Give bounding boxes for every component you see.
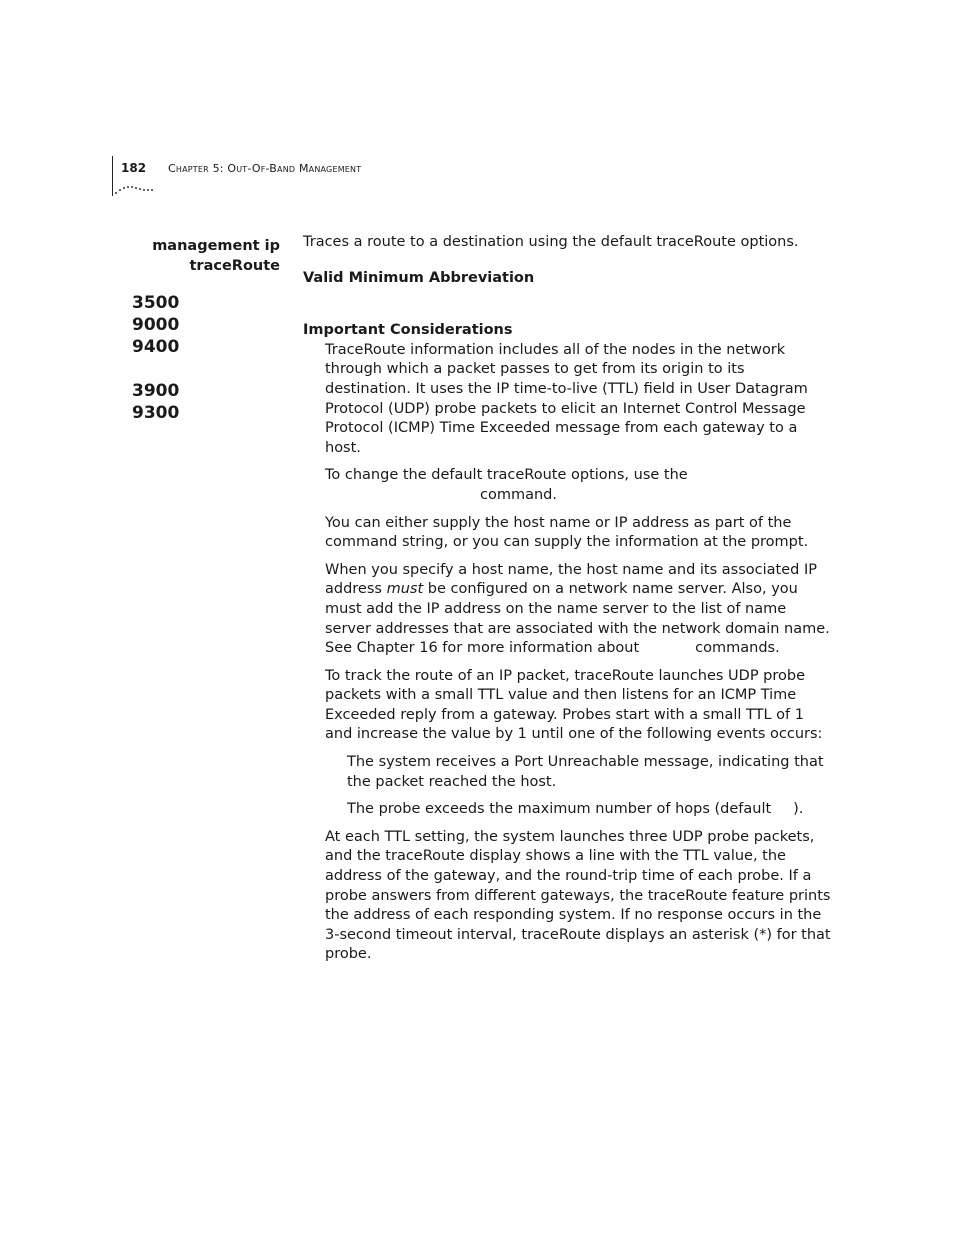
main-content	[303, 233, 833, 973]
command-name-line2: traceRoute	[189, 258, 280, 274]
para4-text-b: be configured on a network name server. Also, you must add the IP address on the name server to the list of name server addresses that are associated with the network domain name. See Chapter 16 for more information about	[325, 581, 830, 657]
chapter-title: Chapter 5: Out-Of-Band Management	[168, 162, 362, 175]
platform-label: 9300	[132, 403, 180, 423]
paragraph-ttl-setting: At each TTL setting, the system launches three UDP probe packets, and the traceRoute display shows a line with the TTL value, the address of the gateway, and the round-trip time of each probe. If a probe answers from different gateways, the traceRoute feature prints the address of each responding system. If no response occurs in the 3-second timeout interval, traceRoute displays an asterisk (*) for that probe.	[325, 828, 831, 963]
para2-text-a: To change the default traceRoute options, use the	[325, 467, 688, 484]
para4-text-c: commands.	[695, 640, 780, 657]
intro-text: Traces a route to a destination using the default traceRoute options.	[303, 234, 799, 250]
command-name	[152, 236, 280, 276]
heading-considerations: Important Considerations	[303, 322, 513, 339]
paragraph-host-or-ip: You can either supply the host name or IP address as part of the command string, or you can supply the information at the prompt.	[325, 514, 809, 551]
paragraph-track-route: To track the route of an IP packet, traceRoute launches UDP probe packets with a small TTL value and then listens for an ICMP Time Exceeded reply from a gateway. Probes start with a small TTL of 1 and increase the value by 1 until one of the following events occurs:	[325, 667, 823, 743]
bullet2-text-b: ).	[793, 801, 804, 818]
heading-abbreviation: Valid Minimum Abbreviation	[303, 269, 535, 286]
paragraph-traceroute-info: TraceRoute information includes all of the nodes in the network through which a packet passes to get from its origin to its destination. It uses the IP time-to-live (TTL) field in User Datagram Protocol (UDP) probe packets to elicit an Internet Control Message Protocol (ICMP) Time Exceeded message from each gateway to a host.	[325, 341, 808, 456]
command-name-line1: management ip	[152, 238, 280, 254]
paragraph-change-options	[325, 466, 833, 505]
platform-label: 9400	[132, 337, 180, 357]
bullet2-text-a: The probe exceeds the maximum number of hops (default	[347, 801, 772, 818]
list-item: The system receives a Port Unreachable message, indicating that the packet reached the host.	[347, 754, 824, 790]
abbreviation-value	[303, 288, 833, 321]
platform-label: 9000	[132, 315, 180, 335]
para2-text-b: command.	[480, 486, 557, 503]
header-dots-ornament	[113, 182, 157, 196]
page-number: 182	[121, 161, 147, 175]
list-item	[347, 800, 833, 820]
para4-emphasis: must	[386, 581, 424, 598]
platform-label: 3900	[132, 381, 180, 401]
platform-label: 3500	[132, 293, 180, 313]
paragraph-host-name	[325, 561, 833, 659]
para4-text-a: When you specify a host name, the host name and its associated IP address	[325, 561, 817, 598]
